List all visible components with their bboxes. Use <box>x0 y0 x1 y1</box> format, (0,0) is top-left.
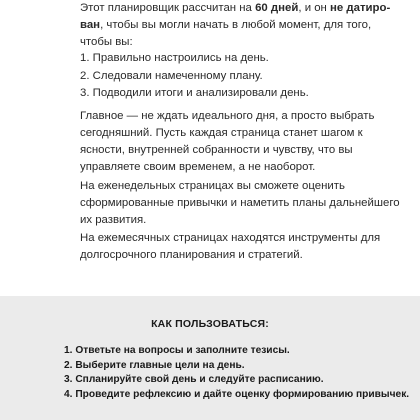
list-item: 2. Выберите главные цели на день. <box>64 359 245 371</box>
list-item: 4. Проведите рефлексию и дайте оценку формированию привычек. <box>64 388 410 400</box>
list-item: 1. Правильно настроились на день. <box>80 52 269 64</box>
how-to-list <box>64 344 409 402</box>
list-item: 2. Следовали намеченному плану. <box>80 69 263 82</box>
intro-not-dated: не датиро-ван <box>80 2 391 31</box>
main-paragraph: Главное — не ждать идеального дня, а просто выбрать сегодняшний. Пусть каждая страница станет шагом к ясности, внутренней собранности и чувству, что вы управляете своим временем, а не наоборот. <box>80 110 375 173</box>
monthly-paragraph: На ежемесячных страницах находятся инструменты для долгосрочного планирования и стратегий. <box>80 232 381 261</box>
weekly-paragraph: На еженедельных страницах вы сможете оценить сформированные привычки и наметить планы дальнейшего их развития. <box>80 180 400 226</box>
list-item: 3. Подводили итоги и анализировали день. <box>80 87 309 99</box>
how-to-panel <box>0 296 420 420</box>
intro-days: 60 дней <box>255 2 299 14</box>
how-to-title: КАК ПОЛЬЗОВАТЬСЯ: <box>151 318 269 330</box>
intro-text-1: Этот планировщик рассчитан на <box>80 2 256 14</box>
list-item: 3. Спланируйте свой день и следуйте расписанию. <box>64 374 324 385</box>
intro-text-2: , и он <box>298 2 331 14</box>
intro-paragraph <box>80 0 400 51</box>
list-item: 1. Ответьте на вопросы и заполните тезисы. <box>64 345 290 356</box>
steps-list <box>80 50 309 103</box>
intro-text-3: , чтобы вы могли начать в любой момент, для того, чтобы вы: <box>80 19 372 48</box>
